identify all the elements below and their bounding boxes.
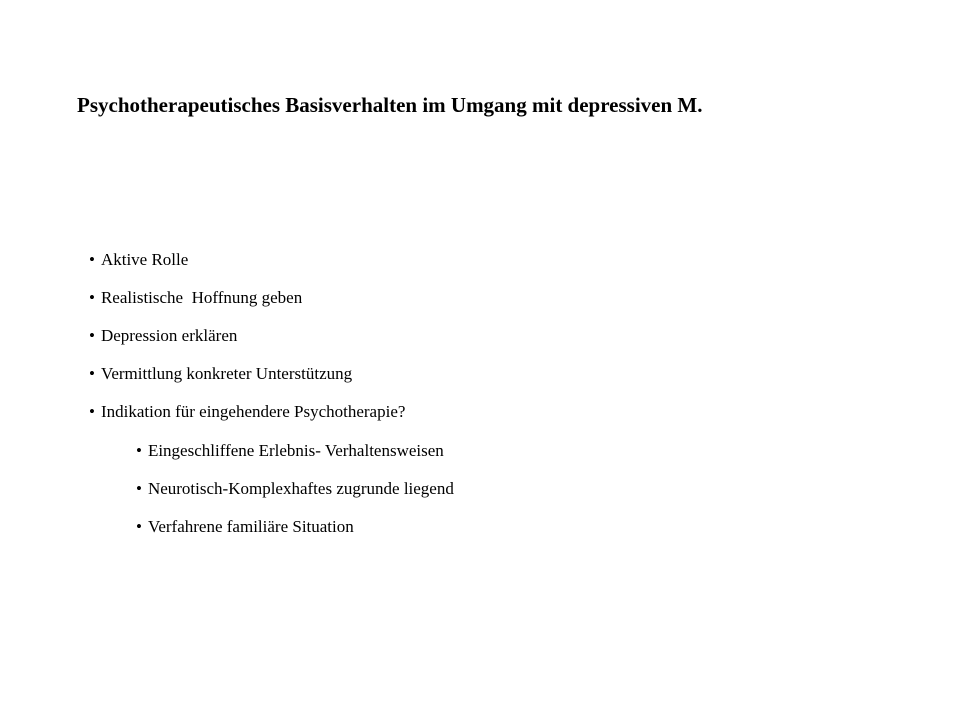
bullet-text: Indikation für eingehendere Psychotherapie?: [100, 402, 406, 421]
bullet-item: [89, 364, 352, 384]
bullet-item: [89, 288, 302, 308]
bullet-text: Verfahrene familiäre Situation: [147, 517, 354, 536]
bullet-item: [89, 402, 405, 422]
slide-title: Psychotherapeutisches Basisverhalten im Umgang mit depressiven M.: [77, 93, 703, 117]
sub-bullet-item: [136, 517, 354, 537]
bullet-icon: •: [136, 441, 142, 460]
bullet-icon: •: [89, 288, 95, 307]
bullet-text: Neurotisch-Komplexhaftes zugrunde liegend: [147, 479, 454, 498]
bullet-icon: •: [136, 517, 142, 536]
bullet-icon: •: [89, 364, 95, 383]
bullet-text: Realistische Hoffnung geben: [100, 288, 303, 307]
bullet-icon: •: [89, 250, 95, 269]
sub-bullet-item: [136, 441, 444, 461]
sub-bullet-item: [136, 479, 454, 499]
bullet-text: Depression erklären: [100, 326, 238, 345]
bullet-icon: •: [89, 402, 95, 421]
bullet-text: Aktive Rolle: [100, 250, 189, 269]
bullet-text: Eingeschliffene Erlebnis- Verhaltensweisen: [147, 441, 444, 460]
bullet-icon: •: [89, 326, 95, 345]
bullet-text: Vermittlung konkreter Unterstützung: [100, 364, 353, 383]
bullet-item: [89, 250, 188, 270]
bullet-icon: •: [136, 479, 142, 498]
bullet-item: [89, 326, 237, 346]
